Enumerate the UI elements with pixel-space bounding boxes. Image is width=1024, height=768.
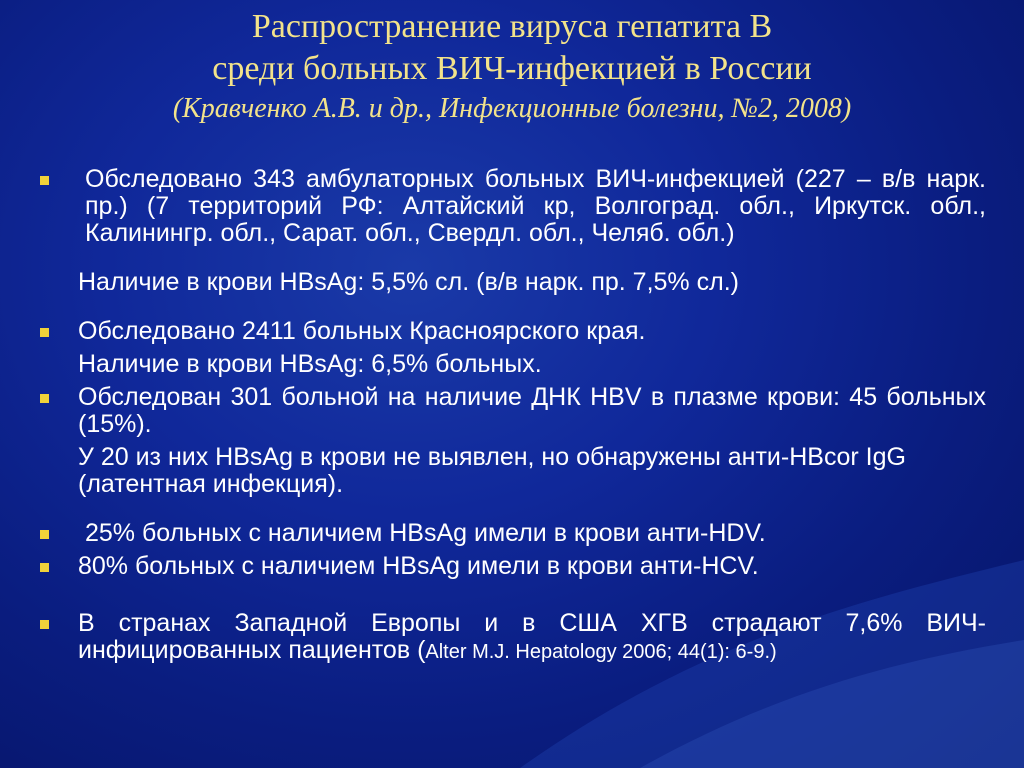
- list-item: [40, 520, 986, 547]
- title-citation: (Кравченко А.В. и др., Инфекционные болезни, №2, 2008): [172, 93, 852, 124]
- item-text: У 20 из них HBsAg в крови не выявлен, но обнаружены анти-HBcor IgG (латентная инфекция).: [78, 443, 906, 498]
- item-text: 25% больных с наличием HBsAg имели в крови анти-HDV.: [85, 519, 766, 547]
- list-item-continuation: [40, 351, 986, 378]
- list-item-continuation: [40, 444, 986, 498]
- item-text: В странах Западной Европы и в США ХГВ страдают 7,6% ВИЧ-инфицированных пациентов (: [78, 609, 986, 664]
- list-item: [40, 318, 986, 345]
- bullet-icon: [40, 563, 49, 572]
- item-text: Наличие в крови HBsAg: 6,5% больных.: [78, 350, 542, 378]
- item-text: 80% больных с наличием HBsAg имели в крови анти-HCV.: [78, 552, 759, 580]
- bullet-icon: [40, 328, 49, 337]
- list-item-continuation: [40, 269, 986, 296]
- bullet-icon: [40, 530, 49, 539]
- item-text: Обследовано 343 амбулаторных больных ВИЧ-инфекцией (227 – в/в нарк. пр.) (7 территорий РФ: Алтайский кр, Волгоград. обл., Иркутск. обл., Калинингр. обл., Сарат. обл., Свердл. обл., Челяб. обл.): [85, 165, 986, 247]
- item-text: Обследовано 2411 больных Красноярского края.: [78, 317, 646, 345]
- list-item: [40, 166, 986, 247]
- item-reference: Alter M.J. Hepatology 2006; 44(1): 6-9.): [425, 641, 777, 663]
- bullet-icon: [40, 394, 49, 403]
- bullet-icon: [40, 176, 49, 185]
- slide-body: [40, 166, 986, 666]
- item-text: Обследован 301 больной на наличие ДНК HBV в плазме крови: 45 больных (15%).: [78, 383, 986, 438]
- list-item: [40, 384, 986, 438]
- list-item: [40, 553, 986, 580]
- list-item: [40, 610, 986, 666]
- title-line-1: Распространение вируса гепатита В: [251, 8, 773, 45]
- bullet-icon: [40, 620, 49, 629]
- slide-title: [0, 6, 1024, 128]
- title-line-2: среди больных ВИЧ-инфекцией в России: [212, 50, 812, 87]
- item-text: Наличие в крови HBsAg: 5,5% сл. (в/в нарк. пр. 7,5% сл.): [78, 268, 739, 296]
